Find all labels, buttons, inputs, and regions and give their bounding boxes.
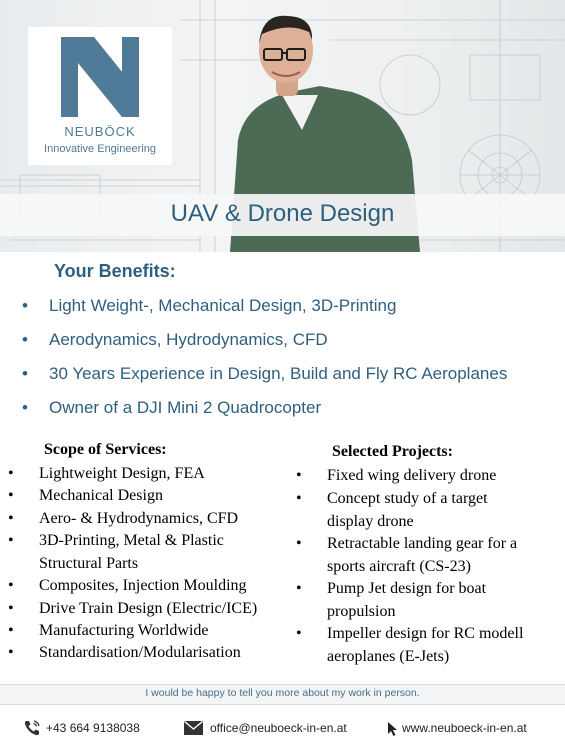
- benefits-heading: Your Benefits:: [54, 261, 176, 281]
- phone-icon: [23, 719, 41, 737]
- email-link[interactable]: office@neuboeck-in-en.at: [210, 721, 347, 735]
- bullet-icon: •: [22, 398, 28, 417]
- hero-banner: [0, 0, 565, 252]
- company-logo: [28, 27, 172, 165]
- bullet-icon: •: [8, 465, 14, 482]
- bullet-icon: •: [22, 296, 28, 315]
- bullet-icon: •: [296, 490, 302, 507]
- page-title: UAV & Drone Design: [170, 200, 395, 227]
- bullet-icon: •: [296, 535, 302, 552]
- bullet-icon: •: [22, 330, 28, 349]
- projects-heading: Selected Projects:: [332, 443, 453, 460]
- mail-icon: [184, 721, 203, 735]
- logo-n-icon: [61, 37, 139, 117]
- bullet-icon: •: [8, 644, 14, 661]
- phone-link[interactable]: +43 664 9138038: [46, 721, 140, 735]
- bullet-icon: •: [22, 364, 28, 383]
- bullet-icon: •: [296, 580, 302, 597]
- logo-tagline: Innovative Engineering: [44, 143, 156, 155]
- bullet-icon: •: [8, 622, 14, 639]
- bullet-icon: •: [8, 532, 14, 549]
- logo-name: NEUBÖCK: [64, 124, 136, 139]
- bullet-icon: •: [8, 487, 14, 504]
- website-link[interactable]: www.neuboeck-in-en.at: [402, 721, 527, 735]
- bullet-icon: •: [8, 510, 14, 527]
- bullet-icon: •: [296, 625, 302, 642]
- bullet-icon: •: [8, 600, 14, 617]
- bullet-icon: •: [296, 467, 302, 484]
- bullet-icon: •: [8, 577, 14, 594]
- footer-note: I would be happy to tell you more about my work in person.: [145, 687, 420, 699]
- cursor-icon: [387, 721, 398, 737]
- services-heading: Scope of Services:: [44, 441, 167, 458]
